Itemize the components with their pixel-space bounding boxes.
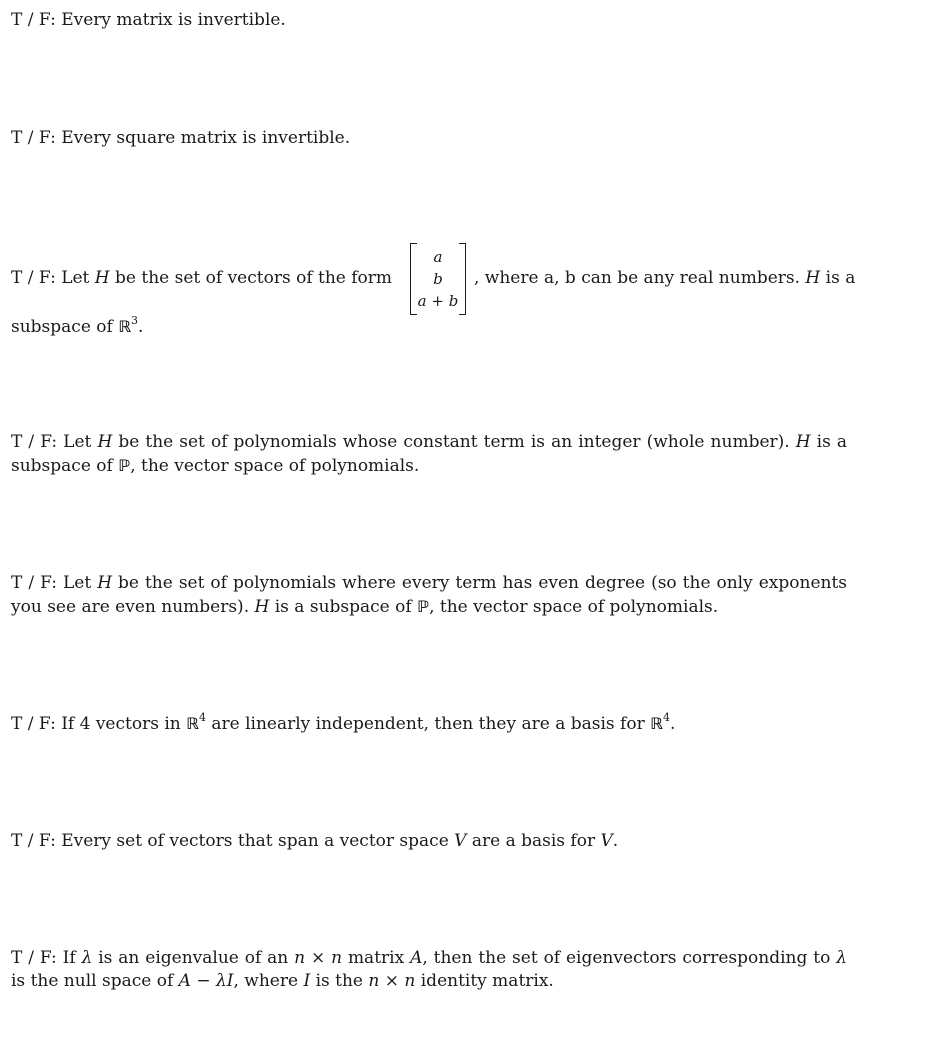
- question-8-t7: identity matrix.: [420, 971, 554, 991]
- lambda-symbol: λ: [836, 948, 848, 968]
- period: .: [138, 317, 144, 337]
- reals-symbol: ℝ: [118, 317, 132, 336]
- column-vector-matrix: [408, 243, 468, 315]
- period: .: [669, 714, 676, 734]
- n-by-n: n × n: [294, 948, 343, 968]
- question-4-h2: H: [795, 432, 811, 452]
- question-8-pre: T / F: If: [11, 948, 76, 968]
- question-3-end: is a: [825, 268, 856, 288]
- question-8: [11, 947, 847, 993]
- question-2: [11, 127, 847, 150]
- question-5-h: H: [97, 573, 113, 593]
- polynomials-symbol: ℙ: [118, 456, 131, 475]
- question-7: [11, 830, 847, 853]
- question-8-t3: , then the set of eigenvectors corresponding to: [422, 948, 831, 968]
- question-8-t5: , where: [233, 971, 299, 991]
- question-8-t6: is the: [315, 971, 363, 991]
- question-8-t2: matrix: [347, 948, 405, 968]
- exponent: 4: [198, 711, 206, 725]
- matrix-a: A: [410, 948, 423, 968]
- reals-symbol: ℝ: [650, 714, 663, 733]
- question-6-pre: T / F: If 4 vectors in: [11, 714, 181, 734]
- period: .: [612, 831, 619, 851]
- question-3-mid: be the set of vectors of the form: [115, 268, 393, 288]
- question-3-line-1: [11, 267, 392, 290]
- question-3-h: H: [94, 268, 110, 288]
- reals-symbol: ℝ: [186, 714, 199, 733]
- question-1-text: T / F: Every matrix is invertible.: [11, 10, 286, 30]
- question-5-mid2: is a subspace of: [274, 597, 412, 617]
- question-4-end: , the vector space of polynomials.: [130, 456, 420, 476]
- question-2-text: T / F: Every square matrix is invertible.: [11, 128, 351, 148]
- exponent: 3: [131, 314, 139, 328]
- question-5-pre: T / F: Let: [11, 573, 92, 593]
- question-7-v2: V: [600, 831, 613, 851]
- question-4-mid2: is a subspace of: [11, 432, 848, 476]
- question-8-t1: is an eigenvalue of an: [98, 948, 289, 968]
- question-5-h2: H: [254, 597, 270, 617]
- lambda-symbol: λ: [81, 948, 93, 968]
- question-7-v: V: [454, 831, 467, 851]
- matrix-entry-a-plus-b: a + b: [417, 292, 459, 310]
- question-3-post: , where a, b can be any real numbers.: [474, 268, 801, 288]
- question-1: [11, 9, 847, 32]
- question-7-pre: T / F: Every set of vectors that span a vector space: [11, 831, 449, 851]
- question-3-h2: H: [805, 268, 821, 288]
- matrix-entry-a: a: [433, 248, 443, 266]
- question-3-pre: T / F: Let: [11, 268, 90, 288]
- question-5-mid: be the set of polynomials where every term has even degree (so the only exponents you see are even numbers).: [11, 573, 848, 617]
- question-6: [11, 712, 847, 736]
- exponent: 4: [662, 711, 670, 725]
- n-by-n: n × n: [368, 971, 416, 991]
- question-4: [11, 431, 847, 478]
- question-4-h: H: [97, 432, 113, 452]
- question-3-line-1-right: [474, 267, 855, 290]
- a-minus-lambda-i: A − λI: [178, 971, 234, 991]
- question-4-pre: T / F: Let: [11, 432, 92, 452]
- question-3-line2: subspace of: [11, 317, 113, 337]
- polynomials-symbol: ℙ: [417, 597, 430, 616]
- question-6-mid: are linearly independent, then they are a basis for: [211, 714, 645, 734]
- question-5-end: , the vector space of polynomials.: [429, 597, 719, 617]
- question-7-mid: are a basis for: [471, 831, 596, 851]
- question-4-mid: be the set of polynomials whose constant term is an integer (whole number).: [118, 432, 790, 452]
- matrix-entry-b: b: [433, 270, 443, 288]
- question-5: [11, 572, 847, 619]
- question-3-line-2: [11, 315, 847, 339]
- identity-i: I: [303, 971, 311, 991]
- question-8-t4: is the null space of: [11, 971, 174, 991]
